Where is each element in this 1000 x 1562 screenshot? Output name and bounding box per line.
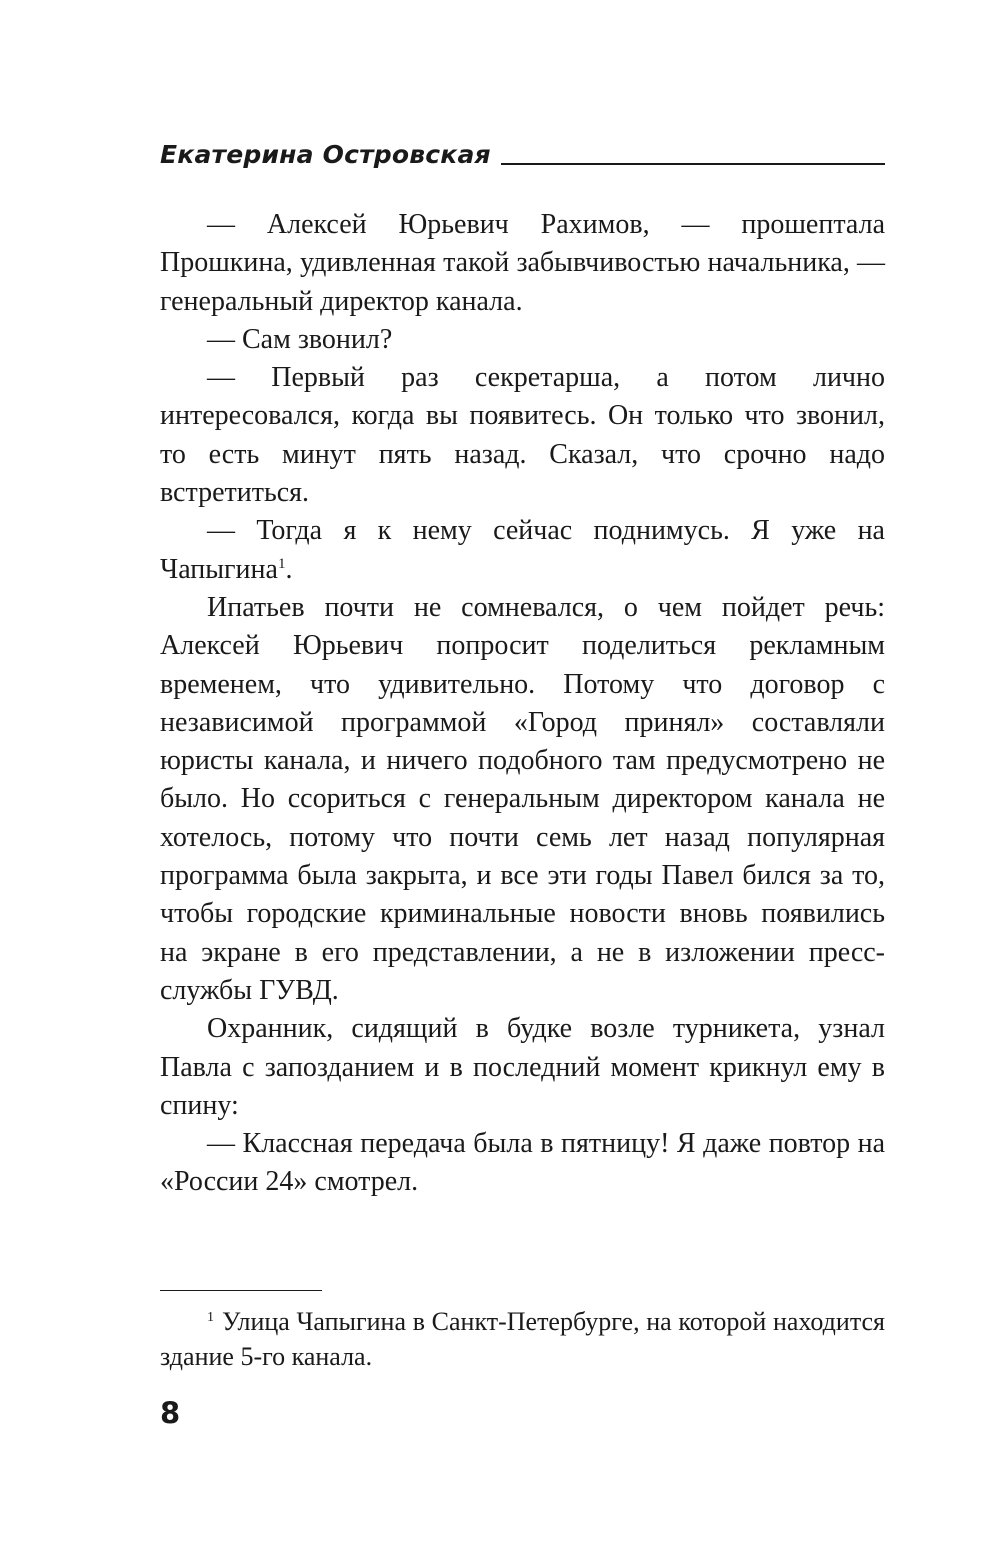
footnote-rule xyxy=(160,1290,322,1291)
page-number: 8 xyxy=(160,1396,181,1430)
header-rule xyxy=(501,163,885,165)
paragraph-with-footnote xyxy=(160,512,885,589)
paragraph: — Первый раз секретарша, а потом лично интересовался, когда вы появитесь. Он только что звонил, то есть минут пять назад. Сказал, что срочно надо встретиться. xyxy=(160,362,885,509)
paragraph: Охранник, сидящий в будке возле турникета, узнал Павла с запозданием и в последний момент крикнул ему в спину: xyxy=(160,1013,885,1121)
footnote-text: Улица Чапыгина в Санкт-Петербурге, на которой находится здание 5-го канала. xyxy=(160,1307,885,1371)
footnote-reference: 1 xyxy=(277,555,286,572)
paragraph-text: — Тогда я к нему сейчас поднимусь. Я уже на Чапыгина xyxy=(160,515,885,585)
footnote xyxy=(160,1304,885,1374)
footnote-paragraph xyxy=(160,1304,885,1374)
paragraph: — Классная передача была в пятницу! Я даже повтор на «России 24» смотрел. xyxy=(160,1128,885,1198)
paragraph: — Алексей Юрьевич Рахимов, — прошептала Прошкина, удивленная такой забывчивостью начальника, — генеральный директор канала. xyxy=(160,209,885,317)
paragraph: Ипатьев почти не сомневался, о чем пойдет речь: Алексей Юрьевич попросит поделиться рекламным временем, что удивительно. Потому что договор с независимой программой «Город принял» составляли юристы канала, и ничего подобного там предусмотрено не было. Но ссориться с генеральным директором канала не хотелось, потому что почти семь лет назад популярная программа была закрыта, и все эти годы Павел бился за то, чтобы городские криминальные новости вновь появились на экране в его представлении, а не в изложении пресс-службы ГУВД. xyxy=(160,591,885,1006)
running-header xyxy=(160,140,885,170)
header-author: Екатерина Островская xyxy=(160,140,491,169)
paragraph-tail: . xyxy=(285,553,293,585)
paragraph: — Сам звонил? xyxy=(207,323,393,355)
footnote-marker: 1 xyxy=(207,1310,214,1325)
main-text xyxy=(160,206,885,1202)
